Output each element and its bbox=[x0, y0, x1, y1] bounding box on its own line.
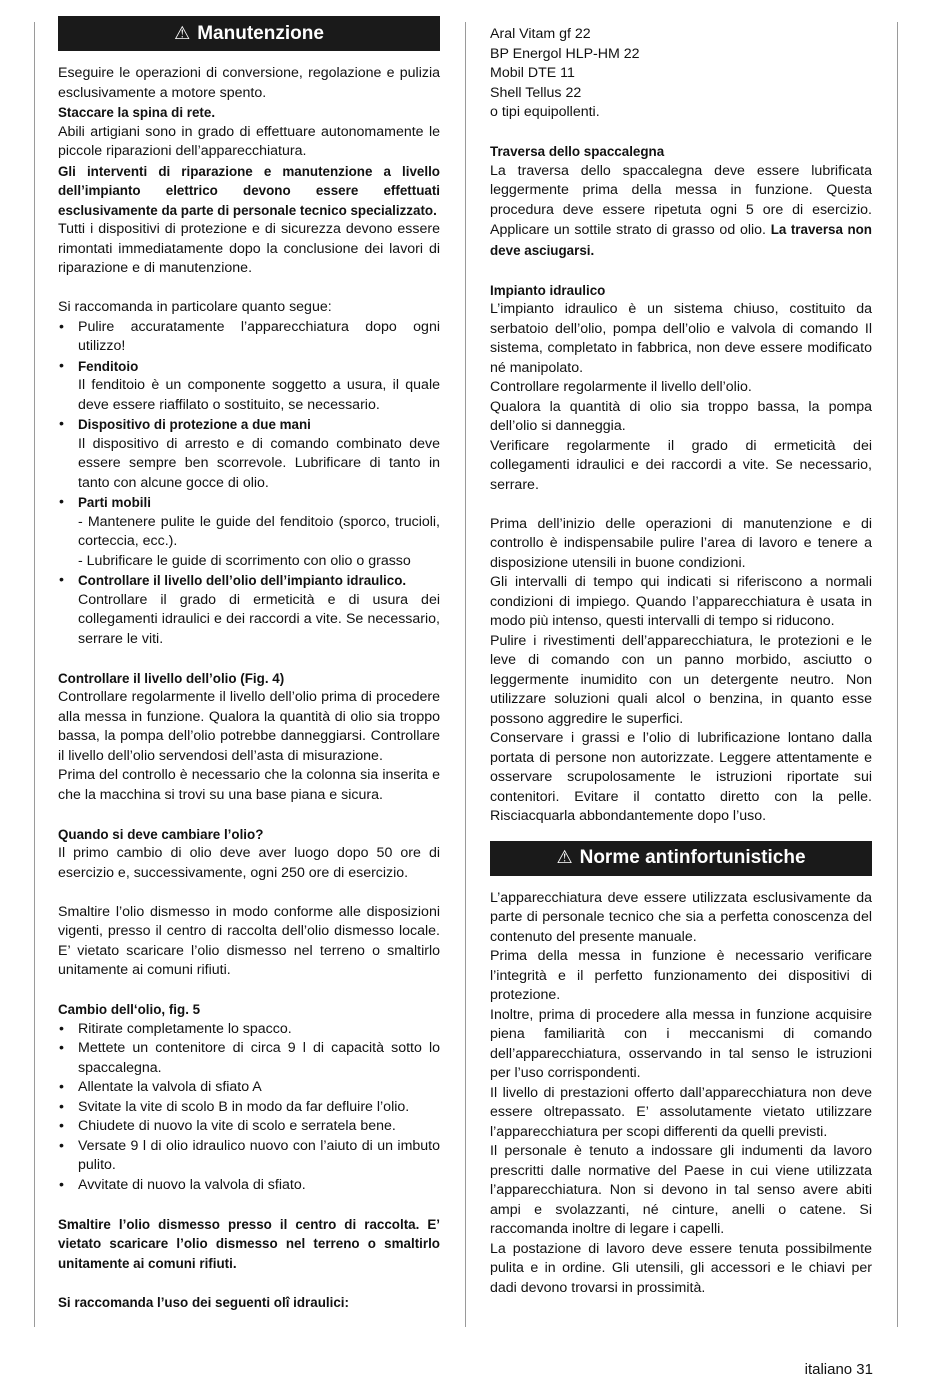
oil-item: Aral Vitam gf 22 bbox=[490, 26, 591, 42]
paragraph: Smaltire l’olio dismesso in modo conforme alle disposizioni vigenti, presso il centro di raccolta dell’olio dismesso locale. E’ vietato scaricare l’olio dismesso nel terreno o smaltirlo unitamente ai comuni rifiuti. bbox=[58, 903, 440, 978]
paragraph: Il personale è tenuto a indossare gli indumenti da lavoro prescritti dalle normative del Paese in cui viene utilizzata l’apparecchiatura. Non si devono in tal senso avere abiti ampi e svolazzanti, né cinture, anelli o catene. Si raccomanda inoltre di legare i capelli. bbox=[490, 1143, 872, 1237]
paragraph: Conservare i grassi e l’olio di lubrificazione lontano dalla portata di persone non autorizzate. Leggere attentamente e osservare scrupolosamente le istruzioni riportate sui contenitori. Evitare il contatto diretto con la pelle. Risciacquarla abbondantemente dopo l’uso. bbox=[490, 730, 872, 824]
paragraph: L’impianto idraulico è un sistema chiuso, costituito da serbatoio dell’olio, pompa dell’olio e valvola di comando Il sistema, completato in fabbrica, non deve essere modificato né manipolato. bbox=[490, 301, 872, 376]
paragraph: La traversa dello spaccalegna deve essere lubrificata leggermente prima della messa in funzione. Questa procedura deve essere ripetuta ogni 5 ore di esercizio. Applicare un sottile strato di grasso od olio. La traversa non deve asciugarsi. bbox=[490, 162, 872, 258]
bold-notice: Smaltire l’olio dismesso presso il centro di raccolta. E’ vietato scaricare l’olio dismesso nel terreno o smaltirlo unitamente ai comuni rifiuti. bbox=[58, 1216, 440, 1271]
subheading: Traversa dello spaccalegna bbox=[490, 144, 665, 159]
paragraph: Eseguire le operazioni di conversione, regolazione e pulizia esclusivamente a motore spento. bbox=[58, 65, 440, 101]
page-footer: italiano 31 bbox=[804, 1361, 873, 1378]
subheading: Quando si deve cambiare l’olio? bbox=[58, 826, 264, 842]
list-item: • Fenditoio Il fenditoio è un componente soggetto a usura, il quale deve essere riaffilato o sostituito, se necessario. bbox=[59, 357, 440, 413]
step-item: • Versate 9 l di olio idraulico nuovo con l’aiuto di un imbuto pulito. bbox=[59, 1137, 440, 1173]
step-item: • Chiudete di nuovo la vite di scolo e serratela bene. bbox=[59, 1118, 396, 1134]
oil-item: o tipi equipollenti. bbox=[490, 104, 600, 120]
oil-item: BP Energol HLP-HM 22 bbox=[490, 45, 640, 62]
paragraph: L’apparecchiatura deve essere utilizzata esclusivamente da parte di personale tecnico che sia a perfetta conoscenza del contenuto del presente manuale. bbox=[490, 889, 872, 945]
left-column bbox=[58, 16, 440, 1312]
bold-notice: Gli interventi di riparazione e manutenzione a livello dell’impianto elettrico devono essere effettuati esclusivamente da parte di personale tecnico specializzato. bbox=[58, 163, 440, 218]
list-item: • Parti mobili - Mantenere pulite le guide del fenditoio (sporco, trucioli, corteccia, ecc.). - Lubrificare le guide di scorrimento con olio o grasso bbox=[59, 494, 440, 569]
right-column bbox=[490, 25, 872, 1298]
warning-triangle-icon: ⚠ bbox=[556, 847, 573, 868]
paragraph: Verificare regolarmente il grado di ermeticità dei collegamenti idraulici e dei raccordi a vite. Se necessario, serrare. bbox=[490, 437, 872, 493]
column-rule-middle bbox=[465, 22, 466, 1327]
bold-notice: Staccare la spina di rete. bbox=[58, 105, 216, 120]
paragraph: Abili artigiani sono in grado di effettuare autonomamente le piccole riparazioni dell’apparecchiatura. bbox=[58, 123, 440, 159]
list-item: • Pulire accuratamente l’apparecchiatura dopo ogni utilizzo! bbox=[59, 318, 440, 354]
section-header-maintenance bbox=[58, 16, 440, 51]
paragraph: Qualora la quantità di olio sia troppo bassa, la pompa dell’olio si danneggia. bbox=[490, 398, 872, 434]
list-item: • Dispositivo di protezione a due mani Il dispositivo di arresto e di comando combinato deve essere sempre ben scorrevole. Lubrificare di tanto in tanto con alcune gocce di olio. bbox=[59, 416, 440, 491]
paragraph: Controllare regolarmente il livello dell’olio. bbox=[490, 379, 752, 395]
paragraph: Prima della messa in funzione è necessario verificare l’integrità e il perfetto funzionamento dei dispositivi di protezione. bbox=[490, 948, 872, 1003]
step-item: • Avvitate di nuovo la valvola di sfiato. bbox=[59, 1176, 306, 1193]
oil-list bbox=[490, 25, 872, 123]
oil-item: Mobil DTE 11 bbox=[490, 65, 575, 81]
recommendation-list bbox=[58, 318, 440, 650]
step-item: • Svitate la vite di scolo B in modo da far defluire l’olio. bbox=[59, 1098, 410, 1115]
subheading: Controllare il livello dell’olio (Fig. 4) bbox=[58, 670, 285, 686]
oil-change-steps bbox=[58, 1020, 440, 1196]
paragraph: Inoltre, prima di procedere alla messa in funzione acquisire piena familiarità con i meccanismi di comando dell’apparecchiatura, osservando in tal senso le istruzioni per l’uso corrispondenti. bbox=[490, 1006, 872, 1081]
paragraph: Il primo cambio di olio deve aver luogo dopo 50 ore di esercizio e, successivamente, ogni 250 ore di esercizio. bbox=[58, 845, 440, 881]
section-title: Norme antinfortunistiche bbox=[579, 847, 806, 869]
paragraph: La postazione di lavoro deve essere tenuta possibilmente pulita e in ordine. Gli utensili, gli accessori e le chiavi per dadi devono trovarsi in prossimità. bbox=[490, 1240, 872, 1296]
paragraph: Si raccomanda in particolare quanto segue: bbox=[58, 299, 332, 315]
subheading: Cambio dell‘olio, fig. 5 bbox=[58, 1002, 201, 1017]
column-rule-right bbox=[897, 22, 898, 1327]
subheading: Impianto idraulico bbox=[490, 282, 606, 298]
paragraph: Controllare regolarmente il livello dell’olio prima di procedere alla messa in funzione. Qualora la quantità di olio sia troppo bassa, la pompa dell’olio potrebbe danneggiarsi. Controllare il livello dell’olio servendosi dell’asta di misurazione. bbox=[58, 689, 440, 764]
warning-triangle-icon: ⚠ bbox=[174, 22, 191, 43]
paragraph: Gli intervalli di tempo qui indicati si riferiscono a normali condizioni di impiego. Quando l’apparecchiatura è usata in modo più intenso, questi intervalli di tempo si riducono. bbox=[490, 574, 872, 629]
paragraph: Il livello di prestazioni offerto dall’apparecchiatura non deve essere oltrepassato. E’ assolutamente vietato utilizzare l’apparecchiatura per scopi differenti da quelli previsti. bbox=[490, 1084, 872, 1140]
step-item: • Ritirate completamente lo spacco. bbox=[59, 1020, 292, 1037]
list-item: • Controllare il livello dell’olio dell’impianto idraulico. Controllare il grado di ermeticità e di usura dei collegamenti idraulici e dei raccordi a vite. Se necessario, serrare le viti. bbox=[59, 572, 440, 647]
paragraph: Tutti i dispositivi di protezione e di sicurezza devono essere rimontati immediatamente dopo la conclusione dei lavori di riparazione e di manutenzione. bbox=[58, 221, 440, 276]
column-rule-left bbox=[34, 22, 35, 1327]
step-item: • Allentate la valvola di sfiato A bbox=[59, 1079, 262, 1095]
step-item: • Mettete un contenitore di circa 9 l di capacità sotto lo spaccalegna. bbox=[59, 1040, 440, 1076]
section-title: Manutenzione bbox=[197, 22, 324, 44]
oil-item: Shell Tellus 22 bbox=[490, 84, 582, 101]
bold-notice: Si raccomanda l’uso dei seguenti olî idraulici: bbox=[58, 1294, 349, 1310]
paragraph: Prima del controllo è necessario che la colonna sia inserita e che la macchina si trovi su una base piana e sicura. bbox=[58, 767, 440, 803]
paragraph: Prima dell’inizio delle operazioni di manutenzione e di controllo è indispensabile pulire l’area di lavoro e tenere a disposizione utensili in buone condizioni. bbox=[490, 515, 872, 571]
paragraph: Pulire i rivestimenti dell’apparecchiatura, le protezioni e le leve di comando con un panno morbido, asciutto o leggermente inumidito con un detergente neutro. Non utilizzare soluzioni quali alcol o benzina, in quanto esse possono aggredire le superfici. bbox=[490, 632, 872, 727]
section-header-safety bbox=[490, 841, 872, 876]
